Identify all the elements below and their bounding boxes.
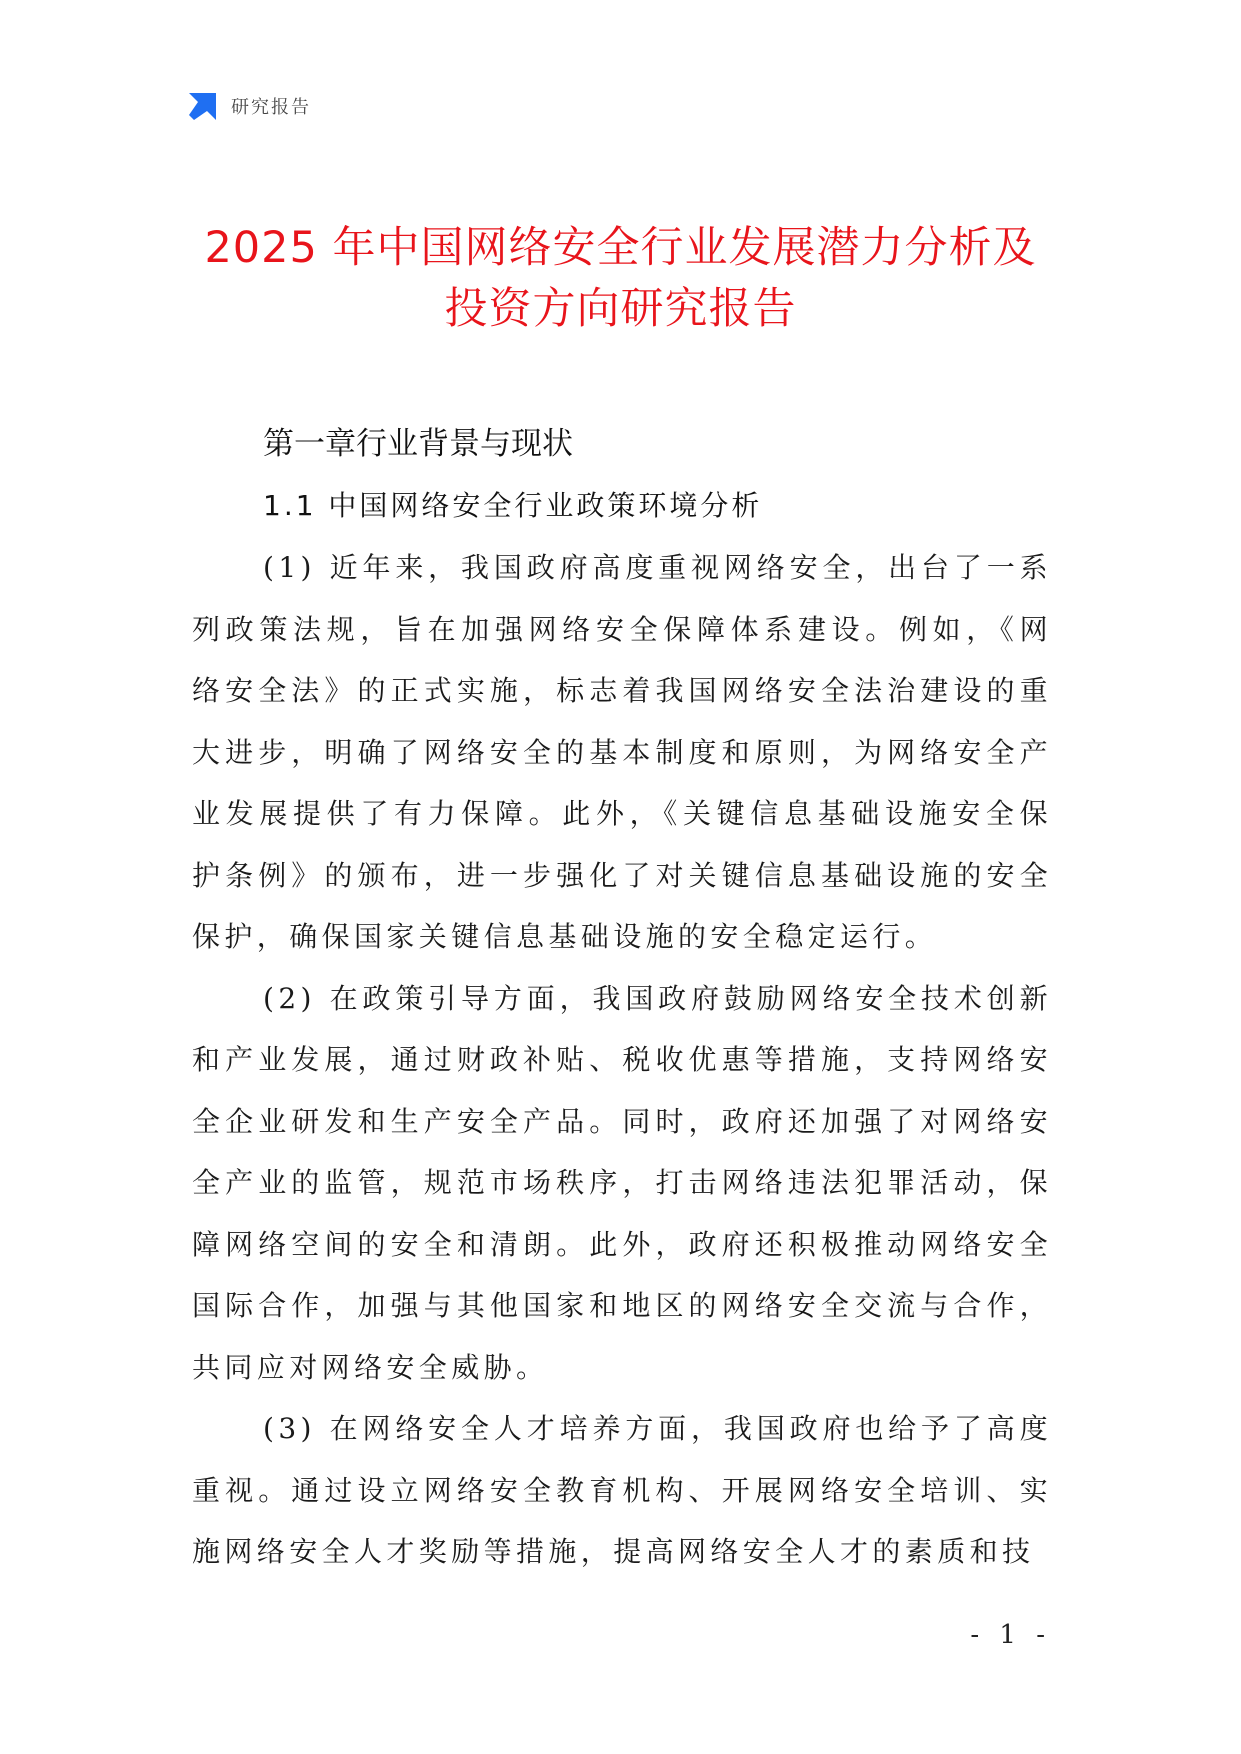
section-heading: 1.1 中国网络安全行业政策环境分析 <box>263 489 763 522</box>
document-body <box>192 413 1052 1583</box>
paragraph-2: (2) 在政策引导方面，我国政府鼓励网络安全技术创新和产业发展，通过财政补贴、税收优惠等措施，支持网络安全企业研发和生产安全产品。同时，政府还加强了对网络安全产业的监管，规范市场秩序，打击网络违法犯罪活动，保障网络空间的安全和清朗。此外，政府还积极推动网络安全国际合作，加强与其他国家和地区的网络安全交流与合作，共同应对网络安全威胁。 <box>192 981 1052 1384</box>
paragraph-3: (3) 在网络安全人才培养方面，我国政府也给予了高度重视。通过设立网络安全教育机构、开展网络安全培训、实施网络安全人才奖励等措施，提高网络安全人才的素质和技 <box>192 1412 1052 1568</box>
chapter-heading: 第一章行业背景与现状 <box>263 426 573 462</box>
paragraph-1: (1) 近年来，我国政府高度重视网络安全，出台了一系列政策法规，旨在加强网络安全保障体系建设。例如，《网络安全法》的正式实施，标志着我国网络安全法治建设的重大进步，明确了网络安全的基本制度和原则，为网络安全产业发展提供了有力保障。此外，《关键信息基础设施安全保护条例》的颁布，进一步强化了对关键信息基础设施的安全保护，确保国家关键信息基础设施的安全稳定运行。 <box>192 551 1052 953</box>
title-line-2: 投资方向研究报告 <box>444 284 797 334</box>
arrow-up-right-icon <box>187 90 219 122</box>
document-header <box>187 90 311 122</box>
page-number: - 1 - <box>970 1620 1051 1650</box>
header-label: 研究报告 <box>231 97 311 118</box>
document-title <box>150 218 1091 340</box>
title-line-1: 2025 年中国网络安全行业发展潜力分析及 <box>204 223 1037 273</box>
